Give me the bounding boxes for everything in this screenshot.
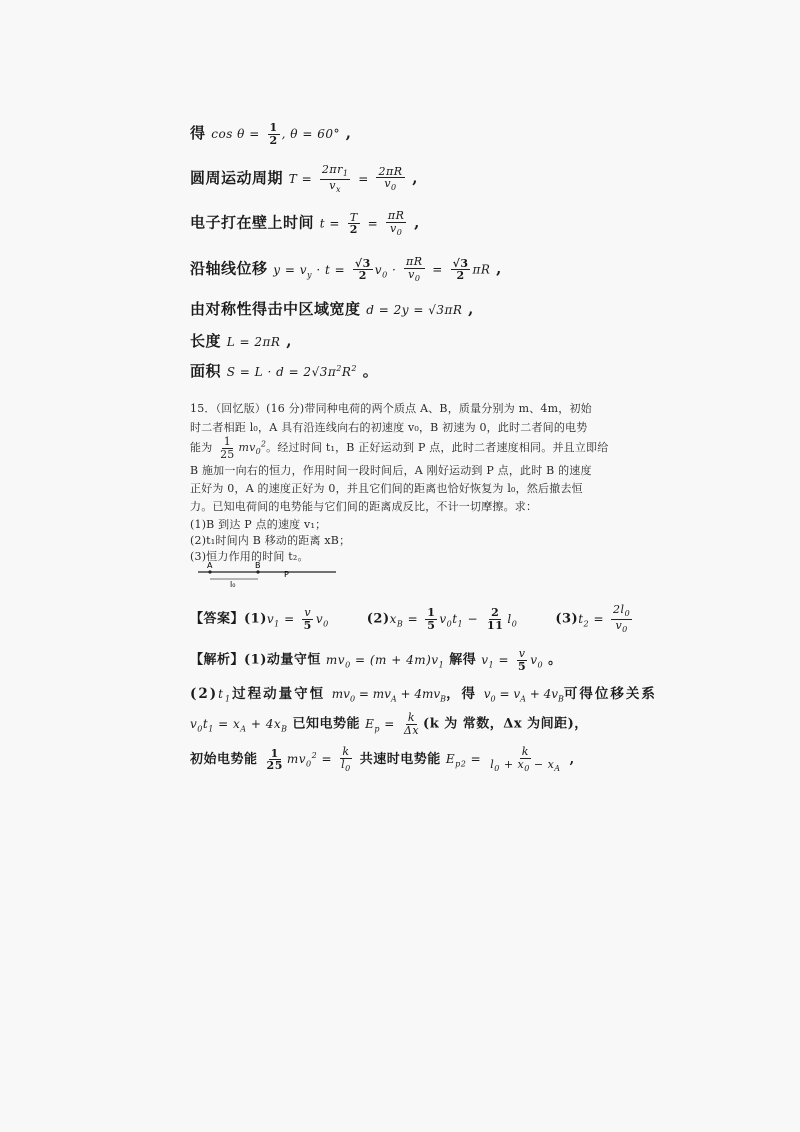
axial-label: 沿轴线位移 bbox=[190, 259, 268, 278]
figure-ab-line bbox=[196, 558, 341, 588]
time-label: 电子打在壁上时间 bbox=[190, 213, 315, 232]
problem-line-5: 正好为 0，A 的速度正好为 0，并且它们间的距离也恰好恢复为 l₀，然后撤去恒 bbox=[190, 482, 583, 495]
analysis-tag: 【解析】 bbox=[190, 652, 245, 668]
question-3: (3)恒力作用的时间 t₂。 bbox=[190, 550, 309, 563]
label-p: P bbox=[284, 570, 289, 579]
line-area: 面积 $S = L \cdot d = 2√3\pi^2R^2$ 。 bbox=[190, 362, 379, 380]
period-label: 圆周运动周期 bbox=[190, 169, 284, 188]
analysis-line-1: 【解析】(1)动量守恒 $mv_0 = (m + 4m)v_1$ 解得 $v_1$ = $\frac{v}{5}$ $v_0$ 。 bbox=[190, 647, 562, 673]
label-b: B bbox=[255, 561, 261, 570]
answer-tag: 【答案】 bbox=[190, 611, 245, 627]
question-2: (2)t₁时间内 B 移动的距离 xB； bbox=[190, 534, 351, 547]
label-l0: l₀ bbox=[230, 580, 236, 588]
problem-line-4: B 施加一向右的恒力，作用时间一段时间后，A 刚好运动到 P 点，此时 B 的速度 bbox=[190, 464, 592, 477]
problem-line-3: 能为 $\frac{1}{25}$ $mv_0^2$。经过时间 t₁，B 正好运动到 P 点，此时二者速度相同。并且立即给 bbox=[190, 435, 609, 461]
area-label: 面积 bbox=[190, 362, 222, 380]
question-1: (1)B 到达 P 点的速度 v₁； bbox=[190, 518, 327, 531]
line-axial: 沿轴线位移 $y = v_y \cdot t$ = $\frac{√3}{2}$ $v_0$ · $\frac{\pi R}{v_0}$ = $\frac{√3}{2}$ πR , bbox=[190, 255, 502, 283]
analysis-line-2: $(2)t_1$过程动量守恒 $mv_0 = mv_A + 4mv_B$，得 $v_0 = v_A + 4v_B$可得位移关系 bbox=[190, 686, 657, 704]
problem-line-2: 时二者相距 l₀，A 具有沿连线向右的初速度 v₀，B 初速为 0，此时二者间的电势 bbox=[190, 421, 588, 434]
length-label: 长度 bbox=[190, 332, 222, 350]
line-width: 由对称性得击中区域宽度 d = 2y = √3πR , bbox=[190, 300, 474, 318]
label-a: A bbox=[207, 561, 213, 570]
analysis-line-4: 初始电势能 $\frac{1}{25}$ $mv_0^2$ = $\frac{k}{l_0}$ 共速时电势能 $E_{p2}$ = $\frac{k}{l_0 + x_0 - x_A}$ , bbox=[190, 745, 575, 773]
line-time: 电子打在壁上时间 t = $\frac{T}{2}$ = $\frac{\pi R}{v_0}$ , bbox=[190, 209, 420, 237]
line-period: 圆周运动周期 T = $\frac{2\pi r_1}{v_x}$ = $\frac{2\pi R}{v_0}$ , bbox=[190, 163, 418, 194]
point-a-dot bbox=[208, 570, 211, 573]
answer-line: 【答案】$(1)v_1$ = $\frac{v}{5}$ $v_0$ $(2)x_B$ = $\frac{1}{5}$ $v_0t_1$ − $\frac{2}{11}$ $l_0$ $(3)t_2$ = $\frac{2l_0}{v_0}$ bbox=[190, 603, 631, 634]
line-angle: 得 cos θ = $\frac{1}{2}$ , θ = 60° , bbox=[190, 121, 352, 147]
line-length: 长度 L = 2πR , bbox=[190, 332, 292, 350]
angle-prefix: 得 bbox=[190, 124, 206, 143]
analysis-line-3: $v_0t_1 = x_A + 4x_B$ 已知电势能 $E_p$ = $\frac{k}{\Delta x}$ (k 为 常数，Δx 为间距)， bbox=[190, 711, 588, 737]
width-label: 由对称性得击中区域宽度 bbox=[190, 300, 361, 318]
problem-line-1: 15．（回忆版）(16 分)带同种电荷的两个质点 A、B，质量分别为 m、4m，初始 bbox=[190, 402, 592, 415]
point-b-dot bbox=[256, 570, 259, 573]
problem-line-6: 力。已知电荷间的电势能与它们间的距离成反比，不计一切摩擦。求： bbox=[190, 500, 538, 513]
